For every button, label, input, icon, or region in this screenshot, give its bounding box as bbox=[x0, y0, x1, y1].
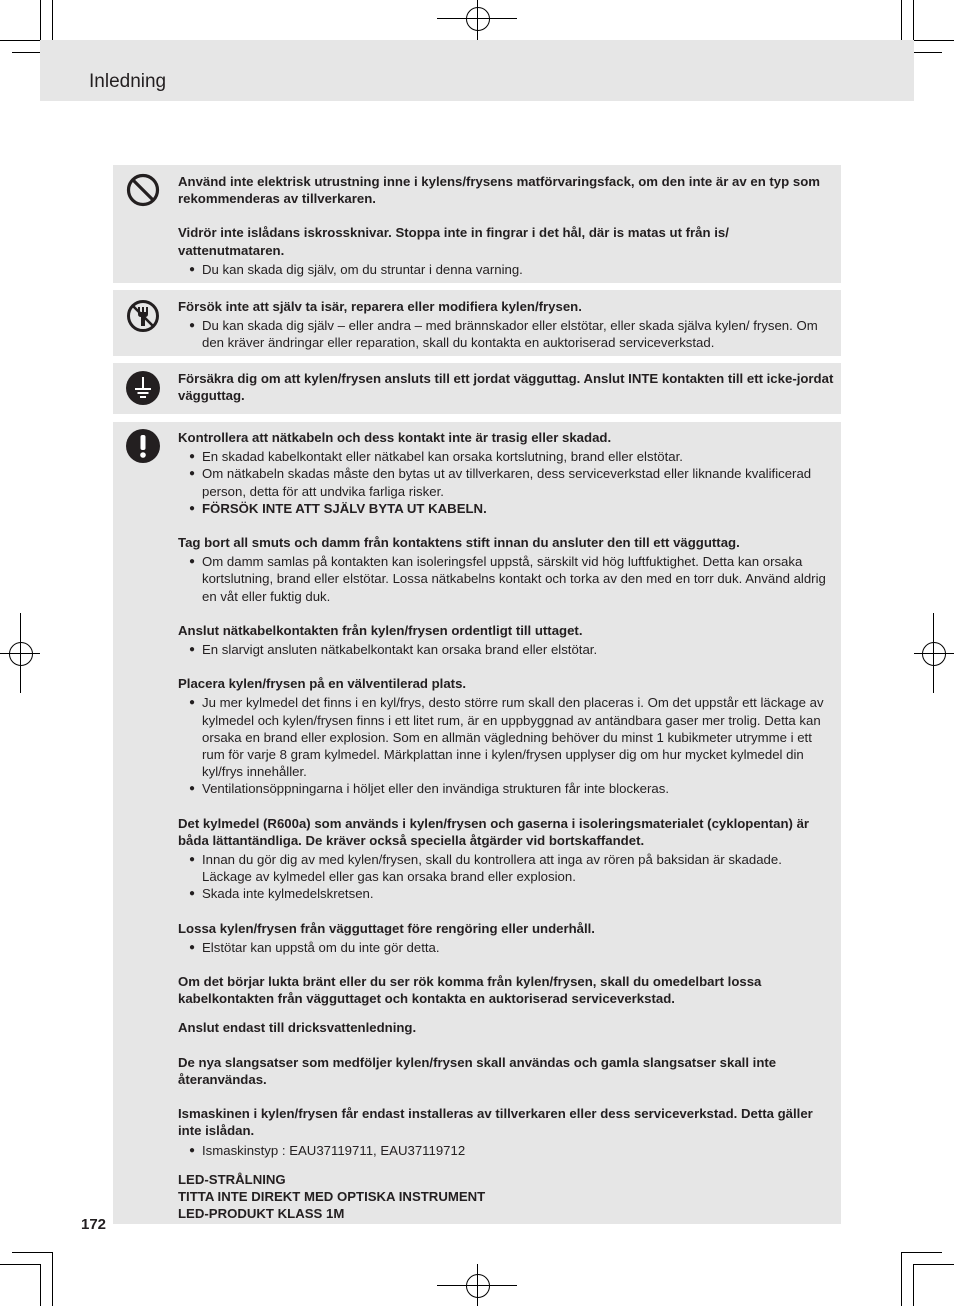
bullet-item: ● Ismaskinstyp : EAU37119711, EAU37119712 bbox=[178, 1142, 834, 1159]
warning-panel-grounding bbox=[113, 363, 841, 414]
warning-panel-no-disassembly bbox=[113, 290, 841, 356]
warning-heading: Lossa kylen/frysen från vägguttaget före rengöring eller underhåll. bbox=[178, 920, 595, 936]
warning-heading: Försök inte att själv ta isär, reparera eller modifiera kylen/frysen. bbox=[178, 299, 582, 314]
bullet-item: ● Du kan skada dig själv – eller andra – med brännskador eller elstötar, eller skada själva kylen/ frysen. Om den kräver ändringar eller reparation, skall du kontakta en auktoriserad serviceverkstad. bbox=[178, 317, 834, 351]
warning-heading: De nya slangsatser som medföljer kylen/frysen skall användas och gamla slangsatser skall inte återanvändas. bbox=[178, 1054, 777, 1087]
warning-heading: Kontrollera att nätkabeln och dess kontakt inte är trasig eller skadad. bbox=[178, 430, 612, 445]
bullet-item: ● Elstötar kan uppstå om du inte gör detta. bbox=[178, 939, 834, 956]
led-warning-line: LED-STRÅLNING bbox=[178, 1171, 286, 1187]
led-warning-line: TITTA INTE DIREKT MED OPTISKA INSTRUMENT bbox=[178, 1188, 486, 1204]
warning-exclamation-icon bbox=[126, 429, 160, 463]
bullet-item: ● En skadad kabelkontakt eller nätkabel kan orsaka kortslutning, brand eller elstötar. bbox=[178, 448, 834, 465]
page-number: 172 bbox=[81, 1216, 107, 1233]
warning-panel-electrical bbox=[113, 422, 841, 1224]
section-title: Inledning bbox=[89, 71, 167, 92]
no-disassembly-icon bbox=[126, 299, 160, 333]
warning-heading: Använd inte elektrisk utrustning inne i kylens/frysens matförvaringsfack, om den inte är av en typ som rekommenderas av tillverkaren. bbox=[178, 174, 820, 207]
warning-heading: Det kylmedel (R600a) som används i kylen/frysen och gaserna i isoleringsmaterialet (cyklopentan) är båda lättantändliga. De kräver också speciella åtgärder vid bortskaffandet. bbox=[178, 815, 810, 848]
led-warning-line: LED-PRODUKT KLASS 1M bbox=[178, 1206, 345, 1222]
bullet-item: ● Om nätkabeln skadas måste den bytas ut av tillverkaren, dess serviceverkstad eller liknande kvalificerad person, detta för att undvika farliga risker. bbox=[178, 465, 834, 499]
warning-heading: Ismaskinen i kylen/frysen får endast installeras av tillverkaren eller dess serviceverkstad. Detta gäller inte islådan. bbox=[178, 1106, 813, 1139]
bullet-item: ● FÖRSÖK INTE ATT SJÄLV BYTA UT KABELN. bbox=[178, 500, 834, 517]
bullet-item: ● Ventilationsöppningarna i höljet eller den invändiga strukturen får inte blockeras. bbox=[178, 780, 834, 797]
warning-heading: Om det börjar lukta bränt eller du ser rök komma från kylen/frysen, skall du omedelbart lossa kabelkontakten från vägguttaget och kontakta en auktoriserad serviceverkstad. bbox=[178, 974, 762, 1007]
warning-panel-prohibited-equipment bbox=[113, 165, 841, 283]
bullet-item: ● En slarvigt ansluten nätkabelkontakt kan orsaka brand eller elstötar. bbox=[178, 641, 834, 658]
warning-heading: Placera kylen/frysen på en välventilerad plats. bbox=[178, 676, 467, 692]
warning-heading: Tag bort all smuts och damm från kontaktens stift innan du ansluter den till ett vägguttag. bbox=[178, 535, 740, 551]
warning-heading: Vidrör inte islådans iskrossknivar. Stoppa inte in fingrar i det hål, där is matas ut från is/ vattenutmataren. bbox=[178, 225, 729, 258]
ground-icon bbox=[126, 371, 160, 405]
warning-heading: Anslut nätkabelkontakten från kylen/frysen ordentligt till uttaget. bbox=[178, 622, 583, 638]
prohibition-icon bbox=[126, 173, 160, 207]
bullet-item: ● Om damm samlas på kontakten kan isoleringsfel uppstå, särskilt vid hög luftfuktighet. Detta kan orsaka kortslutning, brand eller elstötar. Lossa nätkabelns kontakt och torka av den med en torr duk. Använd aldrig en våt eller fuktig duk. bbox=[178, 553, 834, 605]
warning-heading: Försäkra dig om att kylen/frysen ansluts till ett jordat vägguttag. Anslut INTE kontakten till ett icke-jordat vägguttag. bbox=[178, 371, 834, 404]
bullet-item: ● Skada inte kylmedelskretsen. bbox=[178, 885, 834, 902]
bullet-item: ● Du kan skada dig själv, om du struntar i denna varning. bbox=[178, 261, 834, 278]
bullet-item: ● Innan du gör dig av med kylen/frysen, skall du kontrollera att inga av rören på baksidan är skadade. Läckage av kylmedel eller gas kan orsaka brand eller explosion. bbox=[178, 851, 834, 885]
section-header bbox=[40, 40, 914, 101]
bullet-item: ● Ju mer kylmedel det finns i en kyl/frys, desto större rum skall den placeras i. Om det uppstår ett läckage av kylmedel och kylen/frysen finns i ett litet rum, är en uppbyggnad av antändbara gaser mer trolig. Detta kan orsaka en brand eller explosion. Som en allmän vägledning behöver du minst 1 kubikmeter utrymme i ett rum för varje 8 gram kylmedel. Märkplattan inne i kylen/frysen upplyser dig om hur mycket kylmedel din kyl/frys innehåller. bbox=[178, 694, 834, 780]
warning-heading: Anslut endast till dricksvattenledning. bbox=[178, 1020, 417, 1036]
